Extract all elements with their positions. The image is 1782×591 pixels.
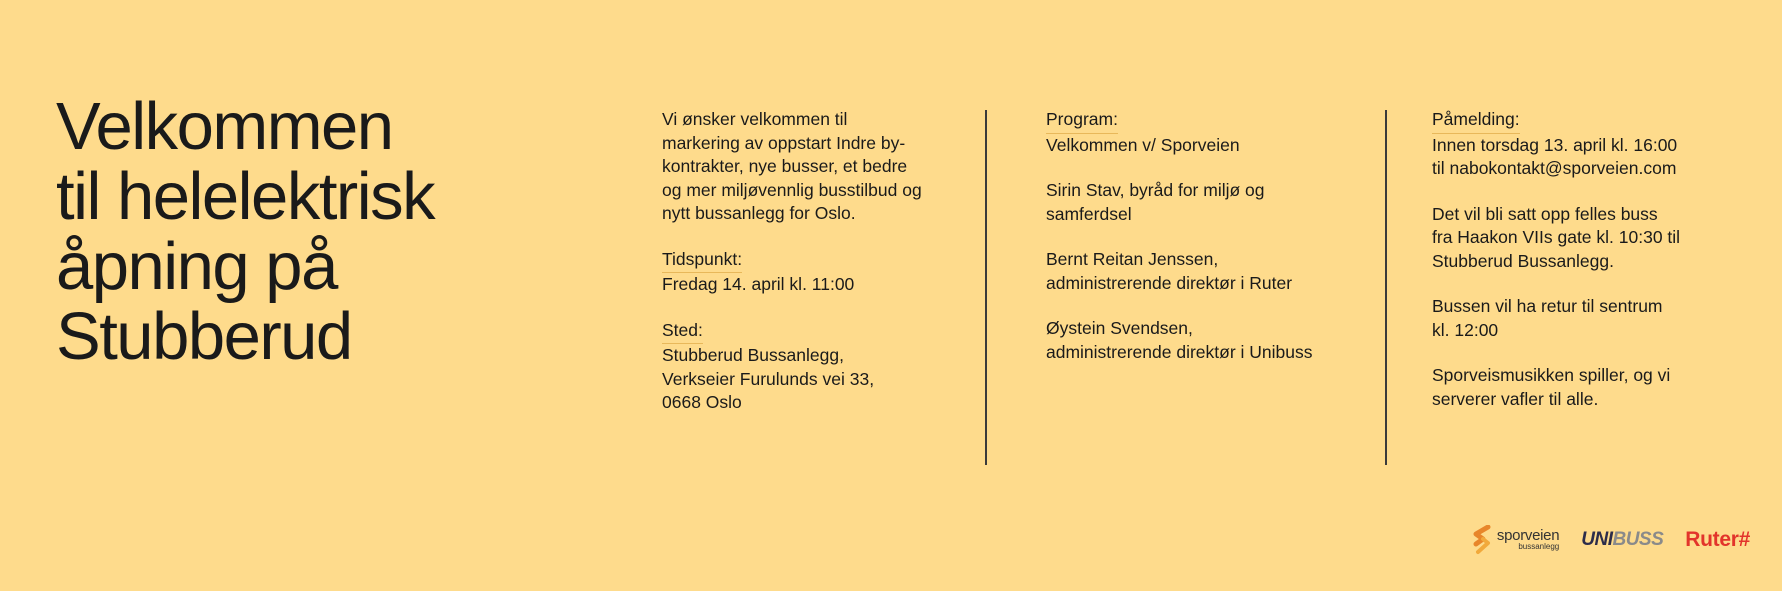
intro-line: nytt bussanlegg for Oslo. bbox=[662, 203, 856, 223]
program-line: administrerende direktør i Ruter bbox=[1046, 272, 1293, 293]
place-line: Verkseier Furulunds vei 33, bbox=[662, 368, 875, 389]
place-label: Sted: bbox=[662, 319, 703, 345]
program-item bbox=[1046, 317, 1366, 364]
time-block bbox=[662, 248, 962, 297]
sporveien-logo bbox=[1471, 525, 1559, 555]
signup-line: Sporveismusikken spiller, og vi bbox=[1432, 365, 1671, 385]
signup-line: serverer vafler til alle. bbox=[1432, 388, 1599, 409]
intro-line: og mer miljøvennlig busstilbud og bbox=[662, 179, 922, 200]
signup-line: til nabokontakt@sporveien.com bbox=[1432, 158, 1677, 178]
intro-line: kontrakter, nye busser, et bedre bbox=[662, 156, 908, 176]
intro-line: markering av oppstart Indre by- bbox=[662, 132, 906, 153]
unibuss-logo bbox=[1581, 529, 1663, 551]
headline-line: til helelektrisk bbox=[56, 159, 435, 234]
signup-column bbox=[1432, 108, 1752, 433]
program-item bbox=[1046, 108, 1366, 157]
place-block bbox=[662, 319, 962, 415]
column-divider bbox=[1385, 110, 1387, 465]
place-line: 0668 Oslo bbox=[662, 392, 742, 412]
program-line: Velkommen v/ Sporveien bbox=[1046, 134, 1240, 155]
time-label: Tidspunkt: bbox=[662, 248, 742, 274]
program-line: Øystein Svendsen, bbox=[1046, 318, 1193, 338]
headline-line: åpning på bbox=[56, 229, 337, 304]
headline bbox=[56, 89, 616, 374]
program-line: Sirin Stav, byråd for miljø og bbox=[1046, 180, 1265, 200]
sporveien-name: sporveien bbox=[1496, 527, 1560, 544]
program-item bbox=[1046, 248, 1366, 295]
column-divider bbox=[985, 110, 987, 465]
signup-paragraph bbox=[1432, 364, 1752, 411]
program-line: samferdsel bbox=[1046, 203, 1132, 224]
headline-line: Stubberud bbox=[56, 299, 352, 374]
sporveien-s-icon bbox=[1471, 525, 1493, 555]
program-line: Bernt Reitan Jenssen, bbox=[1046, 249, 1219, 269]
place-line: Stubberud Bussanlegg, bbox=[662, 345, 844, 365]
intro-line: Vi ønsker velkommen til bbox=[662, 109, 848, 129]
intro-column bbox=[662, 108, 962, 437]
signup-line: Det vil bli satt opp felles buss bbox=[1432, 203, 1658, 224]
sporveien-subtitle: bussanlegg bbox=[1518, 542, 1560, 551]
unibuss-uni: UNI bbox=[1581, 529, 1613, 550]
sporveien-wordmark bbox=[1497, 529, 1559, 551]
headline-line: Velkommen bbox=[56, 89, 393, 164]
signup-line: Bussen vil ha retur til sentrum bbox=[1432, 296, 1663, 316]
program-item bbox=[1046, 179, 1366, 226]
intro-text bbox=[662, 108, 962, 226]
unibuss-buss: BUSS bbox=[1612, 529, 1664, 550]
signup-line: kl. 12:00 bbox=[1432, 319, 1499, 340]
time-value: Fredag 14. april kl. 11:00 bbox=[662, 274, 855, 294]
partner-logos bbox=[1410, 520, 1750, 560]
signup-line: fra Haakon VIIs gate kl. 10:30 til bbox=[1432, 227, 1681, 247]
signup-label: Påmelding: bbox=[1432, 108, 1520, 134]
program-line: administrerende direktør i Unibuss bbox=[1046, 341, 1313, 362]
signup-paragraph bbox=[1432, 203, 1752, 274]
signup-line: Innen torsdag 13. april kl. 16:00 bbox=[1432, 134, 1678, 155]
program-label: Program: bbox=[1046, 108, 1118, 134]
signup-paragraph bbox=[1432, 108, 1752, 181]
ruter-logo: Ruter# bbox=[1685, 528, 1750, 551]
program-column bbox=[1046, 108, 1366, 386]
signup-line: Stubberud Bussanlegg. bbox=[1432, 250, 1614, 271]
signup-paragraph bbox=[1432, 295, 1752, 342]
